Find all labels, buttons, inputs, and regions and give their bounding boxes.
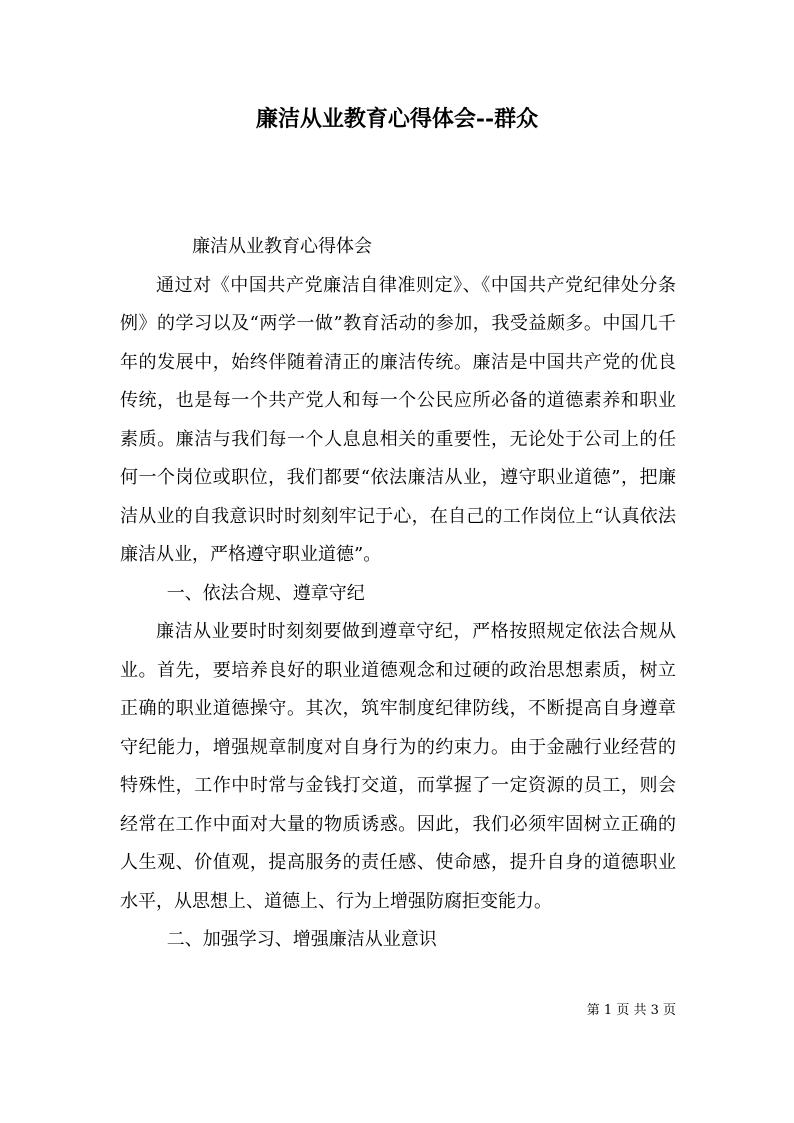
document-title: 廉洁从业教育心得体会--群众 [255,106,539,132]
document-body [120,228,676,960]
paragraph-intro: 通过对《中国共产党廉洁自律准则定》、《中国共产党纪律处分条例》的学习以及“两学一做”教育活动的参加，我受益颇多。中国几千年的发展中，始终伴随着清正的廉洁传统。廉洁是中国共产党的优良传统，也是每一个共产党人和每一个公民应所必备的道德素养和职业素质。廉洁与我们每一个人息息相关的重要性，无论处于公司上的任何一个岗位或职位，我们都要“依法廉洁从业，遵守职业道德”，把廉洁从业的自我意识时时刻刻牢记于心，在自己的工作岗位上“认真依法廉洁从业，严格遵守职业道德”。 [120,274,676,565]
document-subtitle: 廉洁从业教育心得体会 [192,236,372,257]
paragraph-section-1: 廉洁从业要时时刻刻要做到遵章守纪，严格按照规定依法合规从业。首先，要培养良好的职业道德观念和过硬的政治思想素质，树立正确的职业道德操守。其次，筑牢制度纪律防线，不断提高自身遵章守纪能力，增强规章制度对自身行为的约束力。由于金融行业经营的特殊性，工作中时常与金钱打交道，而掌握了一定资源的员工，则会经常在工作中面对大量的物质诱惑。因此，我们必须牢固树立正确的人生观、价值观，提高服务的责任感、使命感，提升自身的道德职业水平，从思想上、道德上、行为上增强防腐拒变能力。 [120,621,676,912]
section-heading-1: 一、依法合规、遵章守纪 [166,582,365,604]
page-indicator: 第 1 页 共 3 页 [586,1003,676,1018]
section-heading-2: 二、加强学习、增强廉洁从业意识 [166,929,437,950]
